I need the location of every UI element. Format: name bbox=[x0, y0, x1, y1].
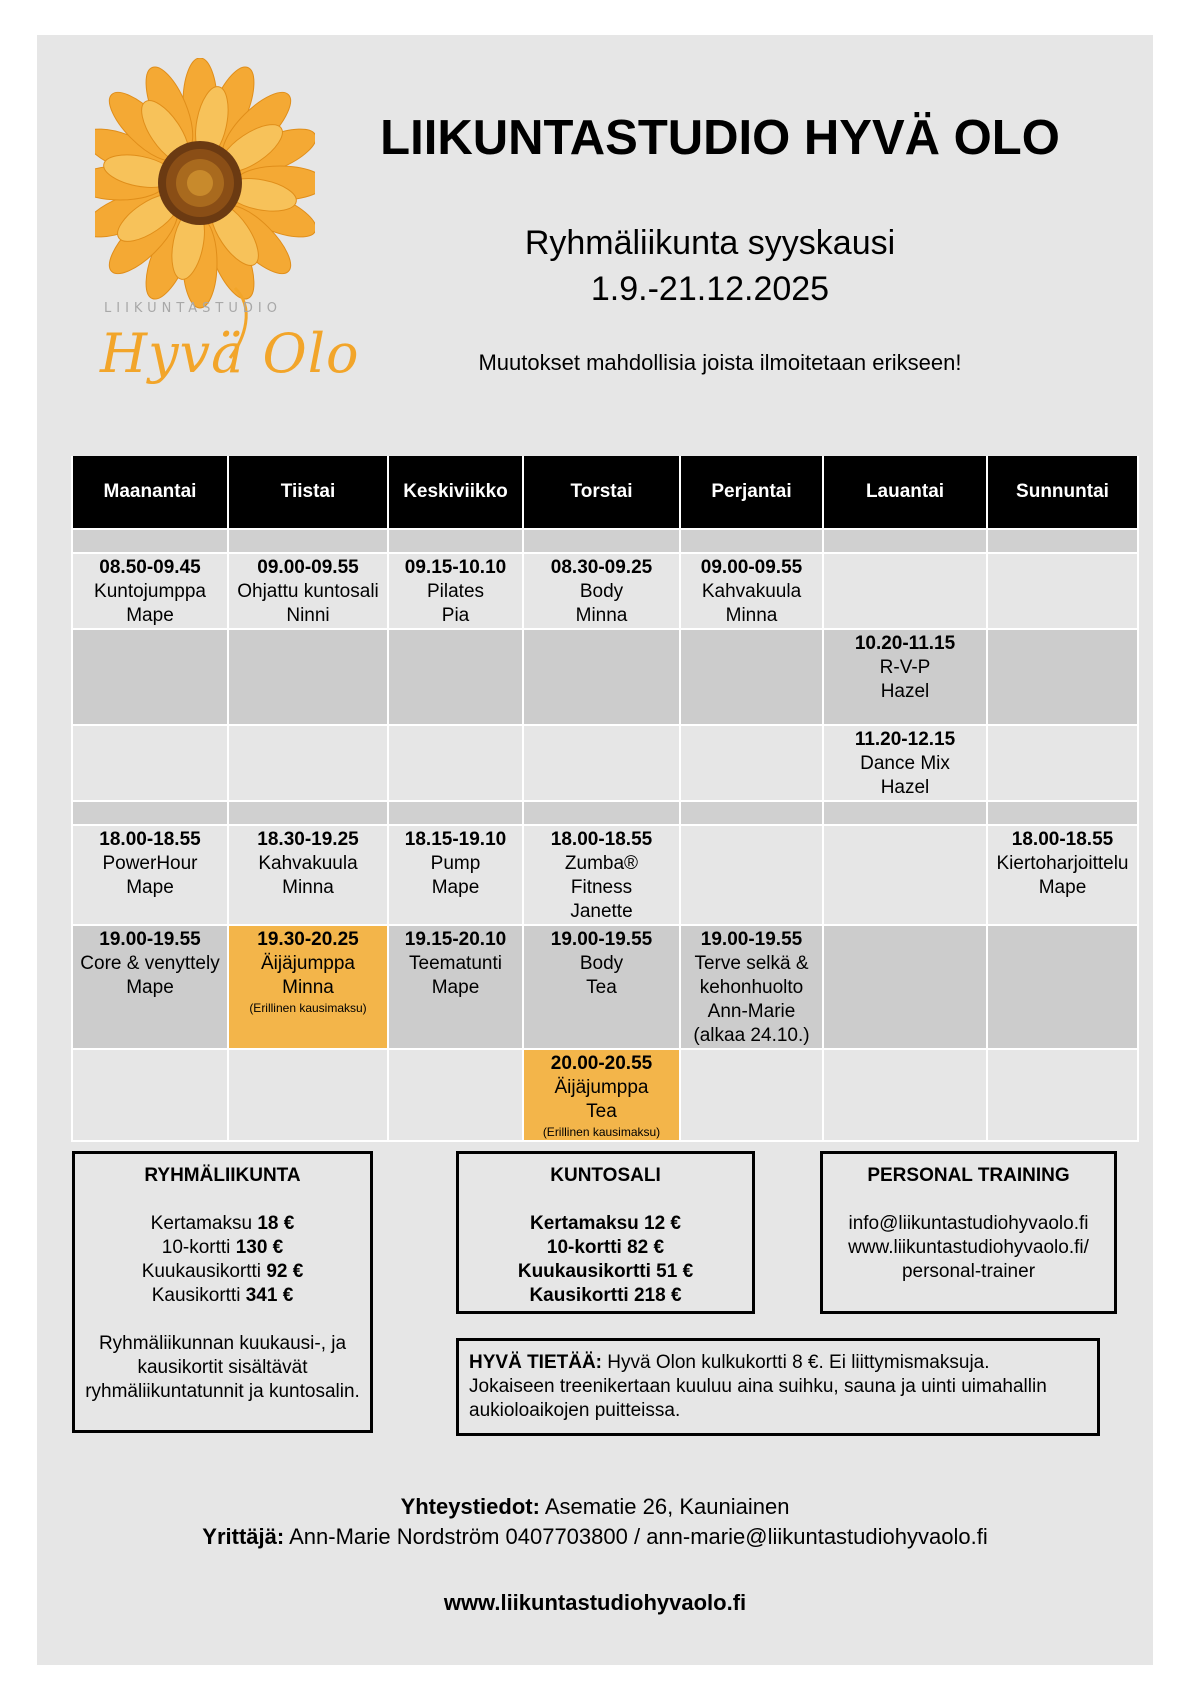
class-name: Äijäjumppa bbox=[261, 953, 355, 974]
contact-address: Asematie 26, Kauniainen bbox=[539, 1494, 790, 1519]
class-start-note: (alkaa 24.10.) bbox=[693, 1025, 810, 1046]
price-line: 10-kortti 130 € bbox=[161, 1237, 284, 1258]
class-name: Body bbox=[579, 953, 624, 974]
day-header: Keskiviikko bbox=[388, 456, 523, 529]
class-time: 20.00-20.55 bbox=[550, 1053, 653, 1074]
separate-fee-note: (Erillinen kausimaksu) bbox=[542, 1125, 661, 1139]
info-line: kausikortit sisältävät bbox=[137, 1357, 308, 1378]
box-title: RYHMÄLIIKUNTA bbox=[144, 1165, 301, 1186]
class-cell bbox=[823, 725, 987, 801]
day-header: Lauantai bbox=[823, 456, 987, 529]
class-cell bbox=[680, 925, 823, 1049]
gym-price-box bbox=[456, 1151, 755, 1314]
class-cell bbox=[228, 553, 388, 629]
day-header: Tiistai bbox=[228, 456, 388, 529]
class-name: Kuntojumppa bbox=[94, 581, 206, 602]
class-time: 10.20-11.15 bbox=[854, 633, 956, 654]
website-link[interactable]: www.liikuntastudiohyvaolo.fi bbox=[443, 1590, 747, 1615]
empty-cell bbox=[523, 725, 680, 801]
separate-fee-note: (Erillinen kausimaksu) bbox=[249, 1001, 367, 1015]
class-name: Body bbox=[579, 581, 624, 602]
class-trainer: Mape bbox=[126, 605, 174, 626]
class-name: Äijäjumppa bbox=[554, 1077, 649, 1098]
class-cell bbox=[523, 925, 680, 1049]
empty-cell bbox=[680, 725, 823, 801]
schedule-row bbox=[72, 725, 1138, 801]
class-cell bbox=[388, 553, 523, 629]
class-time: 19.30-20.25 bbox=[257, 929, 359, 950]
class-cell bbox=[228, 825, 388, 925]
class-cell bbox=[72, 825, 228, 925]
empty-cell bbox=[72, 725, 228, 801]
empty-cell bbox=[823, 1049, 987, 1141]
class-name: Kiertoharjoittelu bbox=[996, 853, 1129, 874]
class-name: Pilates bbox=[426, 581, 485, 602]
class-time: 18.15-19.10 bbox=[404, 829, 507, 850]
empty-cell bbox=[228, 725, 388, 801]
box-title: PERSONAL TRAINING bbox=[867, 1165, 1070, 1186]
class-trainer: Hazel bbox=[880, 777, 930, 798]
class-time: 11.20-12.15 bbox=[854, 729, 956, 750]
class-trainer: Hazel bbox=[880, 681, 930, 702]
spacer-row bbox=[72, 801, 1138, 825]
class-name: Zumba® bbox=[564, 853, 639, 874]
class-time: 19.00-19.55 bbox=[99, 929, 201, 950]
schedule-row bbox=[72, 629, 1138, 725]
day-header: Sunnuntai bbox=[987, 456, 1138, 529]
page-title: LIIKUNTASTUDIO HYVÄ OLO bbox=[380, 111, 1060, 165]
info-line: ryhmäliikuntatunnit ja kuntosalin. bbox=[85, 1381, 360, 1402]
info-line: HYVÄ TIETÄÄ: Hyvä Olon kulkukortti 8 €. Ei liittymismaksuja. bbox=[469, 1352, 990, 1373]
subtitle-line: Ryhmäliikunta syyskausi bbox=[524, 224, 896, 262]
price-line: Kuukausikortti 92 € bbox=[141, 1261, 304, 1282]
schedule-row bbox=[72, 1049, 1138, 1141]
class-trainer: Mape bbox=[126, 877, 174, 898]
empty-cell bbox=[523, 629, 680, 725]
day-header-row bbox=[72, 456, 1138, 529]
price-line: 10-kortti 82 € bbox=[546, 1237, 665, 1258]
class-time: 18.30-19.25 bbox=[257, 829, 359, 850]
class-name: R-V-P bbox=[879, 657, 931, 678]
class-name: Dance Mix bbox=[860, 753, 950, 774]
class-cell bbox=[823, 629, 987, 725]
class-name: Teematunti bbox=[409, 953, 502, 974]
day-header: Perjantai bbox=[680, 456, 823, 529]
contact-line bbox=[40, 1494, 1150, 1520]
price-line: Kuukausikortti 51 € bbox=[517, 1261, 694, 1282]
class-time: 18.00-18.55 bbox=[550, 829, 653, 850]
class-trainer: Mape bbox=[126, 977, 174, 998]
price-line: Kausikortti 341 € bbox=[151, 1285, 294, 1306]
empty-cell bbox=[987, 925, 1138, 1049]
season-subtitle bbox=[440, 220, 980, 312]
class-trainer: Fitness bbox=[570, 877, 633, 898]
class-time: 09.00-09.55 bbox=[257, 557, 359, 578]
class-trainer: Minna bbox=[282, 877, 334, 898]
schedule-row bbox=[72, 925, 1138, 1049]
empty-cell bbox=[680, 825, 823, 925]
class-time: 19.00-19.55 bbox=[550, 929, 653, 950]
owner-label: Yrittäjä: bbox=[202, 1524, 285, 1549]
owner-line bbox=[40, 1524, 1150, 1550]
class-name: Kahvakuula bbox=[701, 581, 802, 602]
class-cell bbox=[523, 825, 680, 925]
class-trainer: Tea bbox=[586, 1101, 617, 1122]
empty-cell bbox=[680, 629, 823, 725]
class-cell bbox=[523, 553, 680, 629]
class-name: Core & venyttely bbox=[80, 953, 220, 974]
empty-cell bbox=[388, 629, 523, 725]
class-cell bbox=[72, 553, 228, 629]
class-time: 19.15-20.10 bbox=[404, 929, 507, 950]
empty-cell bbox=[987, 725, 1138, 801]
class-cell-highlighted bbox=[228, 925, 388, 1049]
class-time: 08.30-09.25 bbox=[550, 557, 653, 578]
empty-cell bbox=[388, 725, 523, 801]
empty-cell bbox=[680, 1049, 823, 1141]
class-trainer: Mape bbox=[431, 877, 480, 898]
day-header: Torstai bbox=[523, 456, 680, 529]
price-line: Kertamaksu 12 € bbox=[529, 1213, 682, 1234]
date-range: 1.9.-21.12.2025 bbox=[590, 270, 830, 308]
spacer-row bbox=[72, 529, 1138, 553]
box-title: KUNTOSALI bbox=[550, 1165, 661, 1186]
class-name: Pump bbox=[430, 853, 481, 874]
class-trainer: Pia bbox=[441, 605, 470, 626]
empty-cell bbox=[72, 629, 228, 725]
class-cell bbox=[388, 925, 523, 1049]
class-cell-highlighted bbox=[523, 1049, 680, 1141]
schedule-row bbox=[72, 553, 1138, 629]
group-exercise-price-box bbox=[72, 1151, 373, 1433]
class-time: 18.00-18.55 bbox=[99, 829, 201, 850]
class-name-line2: kehonhuolto bbox=[699, 977, 804, 998]
class-time: 09.00-09.55 bbox=[700, 557, 803, 578]
class-time: 08.50-09.45 bbox=[99, 557, 201, 578]
pt-link[interactable]: www.liikuntastudiohyvaolo.fi/ bbox=[848, 1237, 1089, 1258]
class-name: Kahvakuula bbox=[258, 853, 358, 874]
empty-cell bbox=[823, 925, 987, 1049]
pt-email[interactable]: info@liikuntastudiohyvaolo.fi bbox=[848, 1213, 1089, 1234]
schedule-row bbox=[72, 825, 1138, 925]
empty-cell bbox=[388, 1049, 523, 1141]
class-trainer: Mape bbox=[431, 977, 480, 998]
class-cell bbox=[388, 825, 523, 925]
price-line: Kertamaksu 18 € bbox=[150, 1213, 295, 1234]
class-cell bbox=[987, 825, 1138, 925]
logo-script: Hyvä Olo bbox=[100, 322, 360, 385]
class-trainer: Minna bbox=[725, 605, 778, 626]
logo-wordmark: LIIKUNTASTUDIO bbox=[104, 301, 282, 316]
price-line: Kausikortti 218 € bbox=[529, 1285, 682, 1306]
class-name: PowerHour bbox=[102, 853, 198, 874]
class-trainer: Tea bbox=[586, 977, 617, 998]
empty-cell bbox=[987, 1049, 1138, 1141]
class-trainer: Ann-Marie bbox=[707, 1001, 796, 1022]
pt-link-cont[interactable]: personal-trainer bbox=[901, 1261, 1036, 1282]
empty-cell bbox=[987, 629, 1138, 725]
owner-info[interactable]: Ann-Marie Nordström 0407703800 / ann-marie@liikuntastudiohyvaolo.fi bbox=[284, 1524, 988, 1549]
personal-training-box bbox=[820, 1151, 1117, 1314]
contact-label: Yhteystiedot: bbox=[400, 1494, 540, 1519]
class-trainer: Minna bbox=[575, 605, 628, 626]
day-header: Maanantai bbox=[72, 456, 228, 529]
empty-cell bbox=[987, 553, 1138, 629]
class-trainer-name: Janette bbox=[570, 901, 633, 922]
class-time: 19.00-19.55 bbox=[700, 929, 803, 950]
class-name: Ohjattu kuntosali bbox=[237, 581, 379, 602]
empty-cell bbox=[228, 1049, 388, 1141]
empty-cell bbox=[228, 629, 388, 725]
empty-cell bbox=[823, 553, 987, 629]
class-name: Terve selkä & bbox=[694, 953, 809, 974]
class-trainer: Ninni bbox=[286, 605, 330, 626]
info-line: Jokaiseen treenikertaan kuuluu aina suihku, sauna ja uinti uimahallin bbox=[469, 1376, 1047, 1397]
good-to-know-box bbox=[456, 1338, 1100, 1436]
good-to-know-label: HYVÄ TIETÄÄ: bbox=[469, 1352, 602, 1373]
class-cell bbox=[72, 925, 228, 1049]
class-cell bbox=[680, 553, 823, 629]
schedule-table bbox=[71, 456, 1139, 1142]
empty-cell bbox=[72, 1049, 228, 1141]
class-trainer: Minna bbox=[282, 977, 334, 998]
info-line: Ryhmäliikunnan kuukausi-, ja bbox=[98, 1333, 347, 1354]
empty-cell bbox=[823, 825, 987, 925]
class-trainer: Mape bbox=[1038, 877, 1087, 898]
info-line: aukioloaikojen puitteissa. bbox=[469, 1400, 681, 1421]
change-notice: Muutokset mahdollisia joista ilmoitetaan erikseen! bbox=[478, 350, 962, 375]
class-time: 09.15-10.10 bbox=[404, 557, 507, 578]
class-time: 18.00-18.55 bbox=[1011, 829, 1114, 850]
